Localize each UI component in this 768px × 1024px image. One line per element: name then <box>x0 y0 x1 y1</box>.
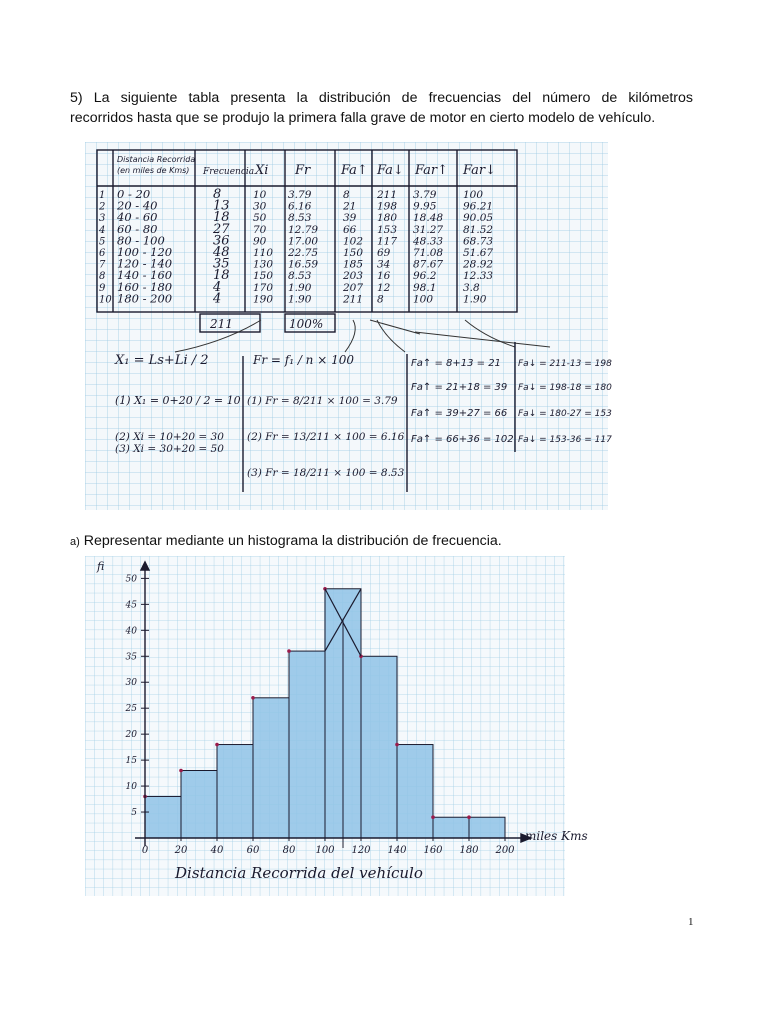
x-tick-label: 40 <box>210 845 224 856</box>
x-tick-label: 80 <box>282 845 296 856</box>
header-fa-up: Fa↑ <box>341 163 368 178</box>
cell-f: 4 <box>213 291 222 307</box>
cell-fr: 1.90 <box>288 281 312 294</box>
cell-xi: 50 <box>253 212 267 225</box>
cell-xi: 10 <box>253 189 267 201</box>
cell-xi: 70 <box>253 223 267 236</box>
cell-f: 48 <box>213 245 230 260</box>
cell-fr: 8.53 <box>288 212 312 225</box>
cell-far-down: 3.8 <box>463 281 480 294</box>
bar-corner-marker <box>467 815 471 819</box>
histogram-bar <box>397 745 433 838</box>
cell-xi: 170 <box>253 281 274 294</box>
fr-example-3: (3) Fr = 18/211 × 100 = 8.53 <box>247 467 405 479</box>
fa-up-example-1: Fa↑ = 8+13 = 21 <box>411 358 501 369</box>
cell-fa-up: 150 <box>343 247 364 259</box>
cell-fr: 3.79 <box>288 189 312 201</box>
question-line-2: recorridos hasta que se produjo la primera falla grave de motor en cierto modelo de vehículo. <box>70 110 656 126</box>
bar-corner-marker <box>287 649 291 653</box>
x-tick-label: 200 <box>495 845 515 856</box>
page-number: 1 <box>688 916 694 928</box>
cell-n: 5 <box>99 236 106 248</box>
cell-xi: 190 <box>253 293 274 306</box>
total-frequency: 211 <box>210 317 233 331</box>
cell-far-up: 96.2 <box>413 270 437 283</box>
question-text <box>70 88 693 128</box>
histogram-bar <box>469 817 505 838</box>
y-tick-label: 30 <box>125 678 137 689</box>
cell-fa-down: 117 <box>377 235 398 248</box>
cell-fa-down: 8 <box>377 293 384 306</box>
cell-f: 35 <box>213 256 230 272</box>
cell-far-up: 31.27 <box>413 223 444 236</box>
cell-range: 120 - 140 <box>117 256 173 271</box>
cell-n: 2 <box>99 201 106 213</box>
cell-fa-down: 34 <box>377 258 391 271</box>
cell-range: 0 - 20 <box>117 187 151 201</box>
cell-fa-down: 12 <box>377 281 391 294</box>
header-distance: Distancia Recorrida (en miles de Kms) <box>117 155 196 175</box>
cell-far-up: 48.33 <box>413 235 444 248</box>
x-tick-label: 120 <box>351 845 371 856</box>
header-frequency: Frecuencia <box>203 167 255 177</box>
cell-fa-down: 211 <box>377 189 398 201</box>
cell-far-down: 1.90 <box>463 293 487 306</box>
bar-corner-marker <box>179 769 183 773</box>
cell-f: 36 <box>213 233 230 249</box>
header-far-down: Far↓ <box>463 163 496 178</box>
y-tick-label: 15 <box>125 756 137 767</box>
cell-fa-up: 207 <box>343 281 364 294</box>
cell-range: 80 - 100 <box>117 233 165 248</box>
cell-fa-up: 102 <box>343 235 364 248</box>
xi-example-1: (1) X₁ = 0+20 / 2 = 10 <box>115 394 241 407</box>
fr-example-2: (2) Fr = 13/211 × 100 = 6.16 <box>247 431 405 443</box>
x-tick-label: 20 <box>174 845 188 856</box>
fa-up-example-2: Fa↑ = 21+18 = 39 <box>411 382 508 393</box>
cell-f: 18 <box>213 268 230 284</box>
fr-definition: Fr = f₁ / n × 100 <box>253 353 354 367</box>
table-sheet <box>85 142 612 510</box>
cell-xi: 110 <box>253 247 274 259</box>
x-tick-label: 60 <box>246 845 260 856</box>
cell-far-up: 87.67 <box>413 258 444 271</box>
cell-range: 100 - 120 <box>117 245 173 259</box>
histogram-bar <box>361 656 397 838</box>
fa-down-example-2: Fa↓ = 198-18 = 180 <box>518 383 612 393</box>
x-tick-label: 180 <box>459 845 479 856</box>
y-tick-label: 10 <box>125 782 137 793</box>
cell-far-down: 96.21 <box>463 200 494 213</box>
cell-fr: 17.00 <box>288 235 319 248</box>
y-axis-label: fi <box>97 560 105 573</box>
y-tick-label: 35 <box>125 652 137 663</box>
fa-up-example-4: Fa↑ = 66+36 = 102 <box>411 434 514 445</box>
cell-far-down: 28.92 <box>463 258 494 271</box>
cell-far-up: 100 <box>413 293 434 306</box>
histogram-bar <box>289 651 325 838</box>
x-tick-label: 0 <box>141 845 149 856</box>
fa-down-example-1: Fa↓ = 211-13 = 198 <box>518 359 612 369</box>
x-tick-label: 140 <box>387 845 407 856</box>
bar-corner-marker <box>395 743 399 747</box>
cell-fa-down: 16 <box>377 270 391 283</box>
part-a-label: a) <box>70 536 80 548</box>
cell-far-down: 81.52 <box>463 223 494 236</box>
y-tick-label: 40 <box>125 626 137 637</box>
histogram-bar <box>253 698 289 838</box>
cell-fa-up: 203 <box>343 270 364 283</box>
cell-fr: 16.59 <box>288 258 319 271</box>
cell-fr: 12.79 <box>288 223 319 236</box>
cell-n: 10 <box>99 294 112 306</box>
cell-n: 3 <box>99 213 106 225</box>
cell-xi: 30 <box>253 200 267 213</box>
histogram-bar <box>181 771 217 839</box>
cell-far-up: 18.48 <box>413 212 444 225</box>
cell-fr: 6.16 <box>288 200 312 213</box>
cell-far-up: 71.08 <box>413 247 444 259</box>
cell-fa-up: 211 <box>343 293 364 306</box>
cell-far-down: 90.05 <box>463 212 494 225</box>
cell-far-up: 3.79 <box>413 189 437 201</box>
part-a-prompt <box>70 533 502 549</box>
y-tick-label: 20 <box>125 730 137 741</box>
histogram-bar <box>433 817 469 838</box>
y-tick-label: 5 <box>131 808 137 819</box>
cell-fr: 8.53 <box>288 270 312 283</box>
xi-example-2: (2) Xi = 10+20 = 30 <box>115 431 224 443</box>
cell-range: 180 - 200 <box>117 291 173 306</box>
xi-definition: X₁ = Ls+Li / 2 <box>115 353 209 368</box>
cell-far-down: 12.33 <box>463 270 494 283</box>
cell-f: 13 <box>213 198 230 214</box>
cell-n: 6 <box>99 248 106 259</box>
y-tick-label: 25 <box>125 704 137 715</box>
y-tick-label: 50 <box>125 574 137 585</box>
header-xi: Xi <box>255 163 269 178</box>
cell-range: 140 - 160 <box>117 268 173 283</box>
cell-n: 9 <box>99 282 106 294</box>
cell-fa-down: 198 <box>377 200 398 213</box>
cell-far-down: 100 <box>463 189 484 201</box>
cell-fr: 1.90 <box>288 293 312 306</box>
fa-up-example-3: Fa↑ = 39+27 = 66 <box>411 408 508 419</box>
part-a-text: Representar mediante un histograma la distribución de frecuencia. <box>83 533 502 549</box>
cell-fa-down: 153 <box>377 223 398 236</box>
xi-example-3: (3) Xi = 30+20 = 50 <box>115 443 224 455</box>
header-fa-down: Fa↓ <box>377 163 404 178</box>
header-far-up: Far↑ <box>415 163 448 178</box>
cell-far-up: 98.1 <box>413 281 437 294</box>
cell-xi: 150 <box>253 270 274 283</box>
x-tick-label: 100 <box>315 845 335 856</box>
cell-range: 60 - 80 <box>117 221 158 236</box>
cell-range: 40 - 60 <box>117 210 158 225</box>
y-tick-label: 45 <box>125 600 137 611</box>
cell-far-down: 51.67 <box>463 247 494 259</box>
cell-fa-up: 21 <box>343 200 357 213</box>
x-axis-label: Distancia Recorrida del vehículo <box>175 864 423 882</box>
fa-down-example-3: Fa↓ = 180-27 = 153 <box>518 409 612 419</box>
cell-xi: 130 <box>253 258 274 271</box>
cell-range: 160 - 180 <box>117 279 173 294</box>
x-tick-label: 160 <box>423 845 443 856</box>
cell-f: 8 <box>213 187 222 202</box>
histogram-photo <box>85 556 588 896</box>
cell-range: 20 - 40 <box>117 198 158 213</box>
cell-fa-up: 66 <box>343 223 357 236</box>
cell-fa-up: 8 <box>343 189 350 201</box>
fr-example-1: (1) Fr = 8/211 × 100 = 3.79 <box>247 395 398 407</box>
x-axis-unit: miles Kms <box>525 829 588 843</box>
header-fr: Fr <box>295 163 311 178</box>
cell-far-up: 9.95 <box>413 200 437 213</box>
cell-f: 18 <box>213 210 230 226</box>
cell-fa-down: 180 <box>377 212 398 225</box>
cell-fr: 22.75 <box>288 247 319 259</box>
cell-f: 4 <box>213 279 222 295</box>
histogram-bar <box>145 796 181 838</box>
bar-corner-marker <box>251 696 255 700</box>
cell-xi: 90 <box>253 235 267 248</box>
cell-fa-down: 69 <box>377 247 391 259</box>
bar-corner-marker <box>431 815 435 819</box>
cell-fa-up: 185 <box>343 258 364 271</box>
cell-n: 1 <box>99 190 106 201</box>
cell-fa-up: 39 <box>343 212 357 225</box>
cell-n: 7 <box>99 259 106 271</box>
cell-far-down: 68.73 <box>463 235 494 248</box>
cell-f: 27 <box>213 221 230 237</box>
cell-n: 4 <box>99 224 106 236</box>
histogram-bar <box>217 745 253 838</box>
histogram-chart <box>85 556 588 896</box>
total-relative-frequency: 100% <box>289 317 324 331</box>
table-row <box>99 291 487 306</box>
cell-n: 8 <box>99 271 106 283</box>
fa-down-example-4: Fa↓ = 153-36 = 117 <box>518 435 612 445</box>
question-line-1: 5) La siguiente tabla presenta la distribución de frecuencias del número de kilómetros <box>70 90 693 106</box>
bar-corner-marker <box>215 743 219 747</box>
table-photo <box>85 142 612 510</box>
